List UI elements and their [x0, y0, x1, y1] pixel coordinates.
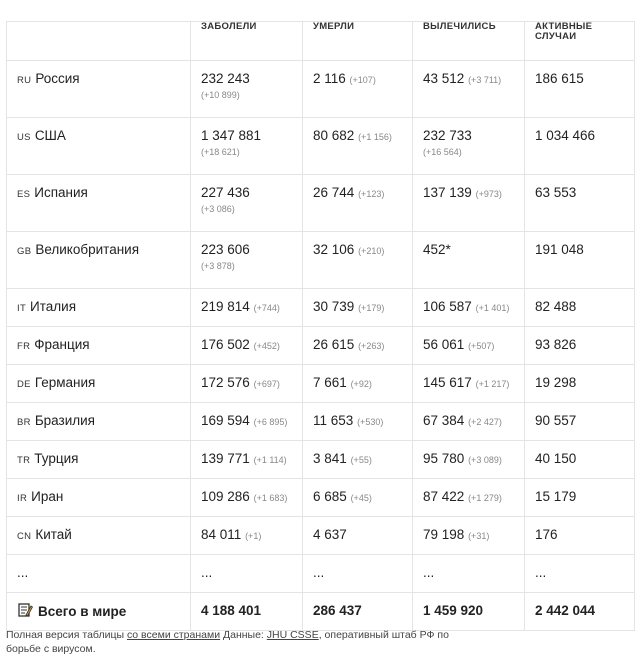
ellipsis-cell: ...	[413, 555, 525, 593]
deaths-value: 30 739	[313, 299, 355, 314]
country-name: Великобритания	[35, 242, 140, 257]
country-code: IT	[17, 303, 27, 314]
cases-value: 223 606	[201, 242, 250, 257]
country-name: Италия	[30, 299, 77, 314]
deaths-value: 32 106	[313, 242, 355, 257]
recovered-value: 87 422	[423, 489, 465, 504]
cases-cell	[191, 232, 303, 289]
cases-delta: (+744)	[253, 303, 280, 313]
all-countries-link[interactable]: со всеми странами	[126, 629, 221, 641]
country-code: CN	[17, 531, 32, 542]
country-name: Бразилия	[34, 413, 95, 428]
cases-delta: (+18 621)	[201, 147, 240, 157]
ellipsis-row	[7, 555, 635, 593]
cases-value: 227 436	[201, 185, 250, 200]
active-cell	[525, 365, 635, 403]
footnote-text: Данные:	[220, 629, 267, 641]
deaths-delta: (+179)	[358, 303, 385, 313]
country-name: Германия	[34, 375, 96, 390]
recovered-value: 232 733	[423, 128, 472, 143]
recovered-cell	[413, 327, 525, 365]
total-recovered: 1 459 920	[413, 593, 525, 631]
table-row	[7, 289, 635, 327]
recovered-cell	[413, 61, 525, 118]
recovered-delta: (+3 711)	[468, 75, 502, 85]
deaths-cell	[303, 118, 413, 175]
country-code: BR	[17, 417, 31, 428]
deaths-cell	[303, 232, 413, 289]
deaths-value: 3 841	[313, 451, 347, 466]
active-cell	[525, 441, 635, 479]
recovered-value: 67 384	[423, 413, 465, 428]
cases-value: 219 814	[201, 299, 250, 314]
recovered-cell	[413, 441, 525, 479]
recovered-value: 56 061	[423, 337, 465, 352]
deaths-delta: (+55)	[350, 455, 372, 465]
cases-value: 169 594	[201, 413, 250, 428]
table-row	[7, 441, 635, 479]
recovered-cell	[413, 289, 525, 327]
active-cell	[525, 403, 635, 441]
deaths-value: 26 615	[313, 337, 355, 352]
active-value: 191 048	[535, 242, 584, 257]
country-code: US	[17, 132, 31, 143]
active-cell	[525, 479, 635, 517]
country-cell	[7, 327, 191, 365]
cases-delta: (+1 114)	[253, 455, 287, 465]
cases-cell	[191, 289, 303, 327]
recovered-cell	[413, 175, 525, 232]
deaths-cell	[303, 289, 413, 327]
active-value: 82 488	[535, 299, 577, 314]
cases-delta: (+452)	[253, 341, 280, 351]
recovered-delta: (+1 217)	[475, 379, 510, 389]
covid-stats-table	[6, 21, 635, 631]
deaths-delta: (+107)	[349, 75, 376, 85]
recovered-cell	[413, 517, 525, 555]
total-deaths: 286 437	[303, 593, 413, 631]
table-row	[7, 365, 635, 403]
active-value: 1 034 466	[535, 128, 596, 143]
header-cases: ЗАБОЛЕЛИ	[191, 22, 303, 61]
deaths-cell	[303, 403, 413, 441]
country-cell	[7, 61, 191, 118]
active-cell	[525, 289, 635, 327]
deaths-value: 80 682	[313, 128, 355, 143]
recovered-delta: (+507)	[468, 341, 495, 351]
country-name: Китай	[35, 527, 72, 542]
total-active: 2 442 044	[525, 593, 635, 631]
header-deaths: УМЕРЛИ	[303, 22, 413, 61]
deaths-value: 4 637	[313, 527, 347, 542]
table-row	[7, 232, 635, 289]
country-cell	[7, 479, 191, 517]
country-code: GB	[17, 246, 32, 257]
deaths-cell	[303, 61, 413, 118]
country-code: RU	[17, 75, 32, 86]
recovered-cell	[413, 118, 525, 175]
cases-value: 172 576	[201, 375, 250, 390]
country-name: Иран	[31, 489, 64, 504]
header-country	[7, 22, 191, 61]
country-cell	[7, 441, 191, 479]
country-code: ES	[17, 189, 31, 200]
header-recovered: ВЫЛЕЧИЛИСЬ	[413, 22, 525, 61]
cases-delta: (+3 086)	[201, 204, 235, 214]
country-cell	[7, 232, 191, 289]
deaths-value: 7 661	[313, 375, 347, 390]
deaths-cell	[303, 517, 413, 555]
recovered-cell	[413, 479, 525, 517]
country-name: Россия	[35, 71, 80, 86]
deaths-delta: (+123)	[358, 189, 385, 199]
recovered-value: 43 512	[423, 71, 465, 86]
cases-cell	[191, 61, 303, 118]
active-value: 15 179	[535, 489, 577, 504]
recovered-value: 95 780	[423, 451, 465, 466]
cases-delta: (+3 878)	[201, 261, 235, 271]
country-name: Франция	[34, 337, 90, 352]
active-value: 40 150	[535, 451, 577, 466]
active-value: 63 553	[535, 185, 577, 200]
cases-value: 176 502	[201, 337, 250, 352]
cases-delta: (+6 895)	[253, 417, 288, 427]
country-name: Турция	[34, 451, 79, 466]
cases-cell	[191, 517, 303, 555]
deaths-delta: (+263)	[358, 341, 385, 351]
table-row	[7, 61, 635, 118]
cases-cell	[191, 118, 303, 175]
footnote-text: Полная версия таблицы	[6, 629, 127, 641]
ellipsis-cell: ...	[191, 555, 303, 593]
total-label: Всего в мире	[38, 604, 127, 619]
recovered-cell	[413, 232, 525, 289]
country-code: IR	[17, 493, 28, 504]
memo-icon	[17, 602, 33, 622]
country-cell	[7, 365, 191, 403]
total-row	[7, 593, 635, 631]
deaths-cell	[303, 441, 413, 479]
active-cell	[525, 175, 635, 232]
cases-delta: (+1)	[245, 531, 262, 541]
table-row	[7, 175, 635, 232]
header-active: АКТИВНЫЕ СЛУЧАИ	[525, 22, 635, 61]
deaths-cell	[303, 327, 413, 365]
active-value: 19 298	[535, 375, 577, 390]
active-value: 93 826	[535, 337, 577, 352]
active-value: 176	[535, 527, 558, 542]
country-cell	[7, 289, 191, 327]
ellipsis-cell: ...	[303, 555, 413, 593]
recovered-delta: (+3 089)	[468, 455, 502, 465]
footnote	[6, 628, 476, 656]
cases-cell	[191, 175, 303, 232]
deaths-value: 2 116	[313, 71, 346, 86]
active-cell	[525, 118, 635, 175]
country-code: TR	[17, 455, 31, 466]
cases-delta: (+1 683)	[253, 493, 288, 503]
total-label-cell	[7, 593, 191, 631]
table-row	[7, 403, 635, 441]
table-row	[7, 479, 635, 517]
deaths-cell	[303, 479, 413, 517]
country-name: США	[34, 128, 66, 143]
cases-cell	[191, 365, 303, 403]
active-cell	[525, 327, 635, 365]
recovered-cell	[413, 403, 525, 441]
country-cell	[7, 403, 191, 441]
deaths-delta: (+530)	[357, 417, 384, 427]
cases-delta: (+10 899)	[201, 90, 240, 100]
footnote-text: , оперативный штаб РФ по борьбе с вирусом.	[6, 629, 449, 655]
country-code: FR	[17, 341, 31, 352]
recovered-delta: (+16 564)	[423, 147, 462, 157]
cases-value: 139 771	[201, 451, 250, 466]
recovered-delta: (+31)	[468, 531, 490, 541]
deaths-delta: (+210)	[358, 246, 385, 256]
recovered-delta: (+1 279)	[468, 493, 502, 503]
recovered-cell	[413, 365, 525, 403]
country-cell	[7, 175, 191, 232]
active-cell	[525, 232, 635, 289]
deaths-value: 6 685	[313, 489, 347, 504]
cases-value: 232 243	[201, 71, 250, 86]
recovered-delta: (+1 401)	[475, 303, 510, 313]
deaths-cell	[303, 175, 413, 232]
country-cell	[7, 517, 191, 555]
active-cell	[525, 517, 635, 555]
cases-cell	[191, 479, 303, 517]
active-value: 90 557	[535, 413, 577, 428]
table-row	[7, 517, 635, 555]
table-row	[7, 327, 635, 365]
cases-value: 84 011	[201, 527, 242, 542]
recovered-delta: (+2 427)	[468, 417, 502, 427]
deaths-value: 11 653	[313, 413, 354, 428]
deaths-delta: (+45)	[350, 493, 372, 503]
jhu-csse-link[interactable]: JHU CSSE	[266, 629, 319, 641]
active-cell	[525, 61, 635, 118]
cases-cell	[191, 327, 303, 365]
recovered-value: 106 587	[423, 299, 472, 314]
deaths-value: 26 744	[313, 185, 355, 200]
country-name: Испания	[34, 185, 88, 200]
total-cases: 4 188 401	[191, 593, 303, 631]
active-value: 186 615	[535, 71, 584, 86]
recovered-value: 145 617	[423, 375, 472, 390]
recovered-value: 452*	[423, 242, 451, 257]
country-code: DE	[17, 379, 31, 390]
cases-delta: (+697)	[253, 379, 280, 389]
recovered-value: 137 139	[423, 185, 472, 200]
recovered-delta: (+973)	[475, 189, 502, 199]
table-header-row	[7, 22, 635, 61]
deaths-cell	[303, 365, 413, 403]
ellipsis-cell: ...	[7, 555, 191, 593]
country-cell	[7, 118, 191, 175]
deaths-delta: (+92)	[350, 379, 372, 389]
cases-cell	[191, 441, 303, 479]
ellipsis-cell: ...	[525, 555, 635, 593]
recovered-value: 79 198	[423, 527, 465, 542]
deaths-delta: (+1 156)	[358, 132, 392, 142]
cases-value: 109 286	[201, 489, 250, 504]
table-row	[7, 118, 635, 175]
cases-value: 1 347 881	[201, 128, 262, 143]
cases-cell	[191, 403, 303, 441]
